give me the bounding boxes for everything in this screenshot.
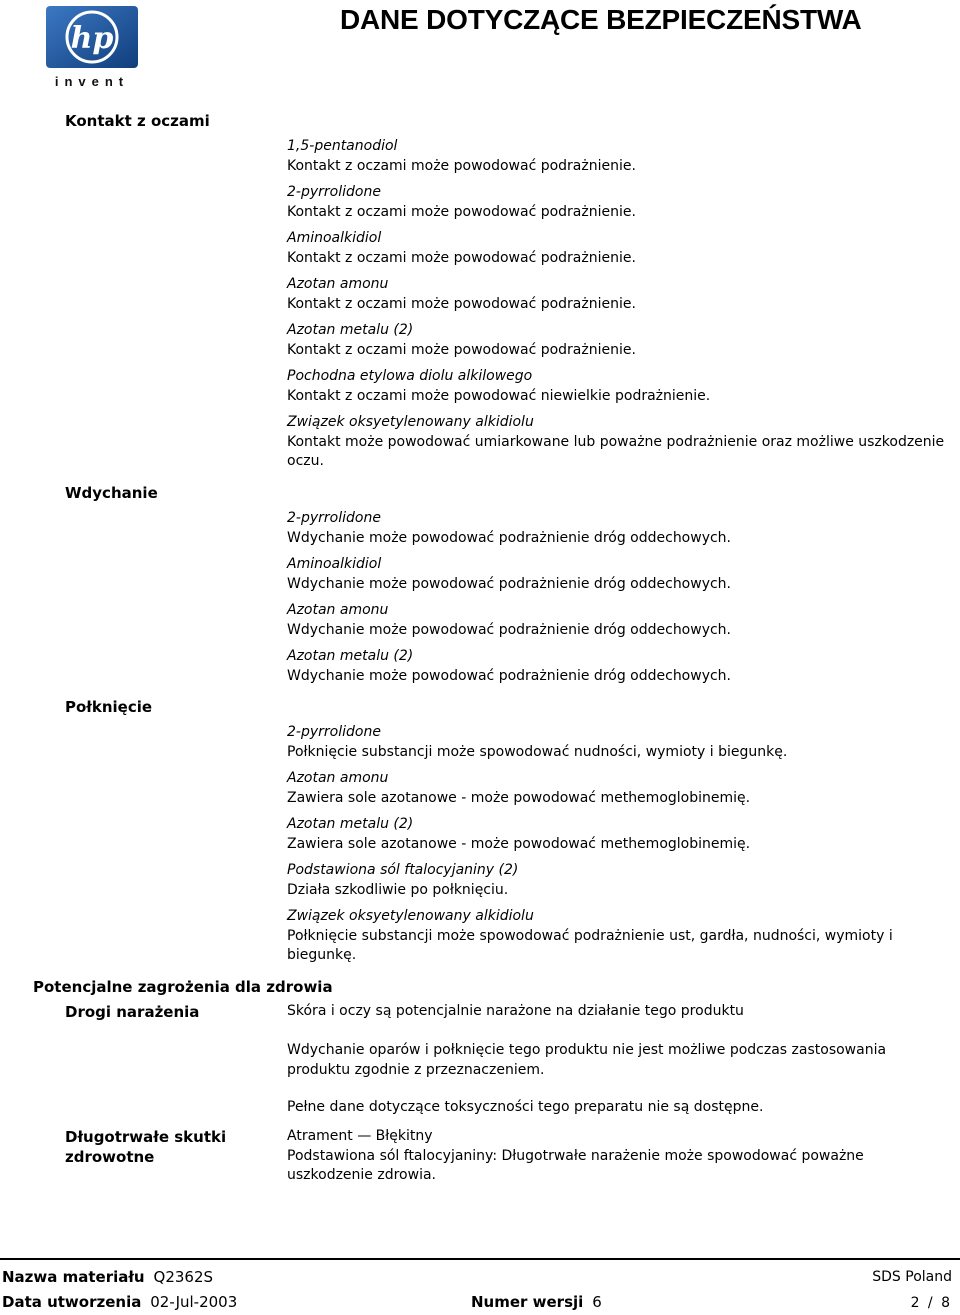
page-number: 2 / 8	[910, 1295, 952, 1311]
substance-name: Azotan amonu	[287, 602, 389, 618]
created-label: Data utworzenia	[2, 1293, 142, 1311]
inhalation-label: Wdychanie	[65, 484, 158, 502]
effect-text: Zawiera sole azotanowe - może powodować methemoglobinemię.	[287, 789, 751, 806]
effect-text: Połknięcie substancji może spowodować nudności, wymioty i biegunkę.	[287, 743, 788, 760]
effect-text: Kontakt z oczami może powodować podrażnienie.	[287, 341, 636, 358]
eye-entry-4	[287, 275, 952, 314]
version-label: Numer wersji	[471, 1293, 584, 1311]
effect-text: Kontakt z oczami może powodować podrażnienie.	[287, 249, 636, 266]
material-label: Nazwa materiału	[2, 1268, 145, 1286]
ingestion-entry-5	[287, 907, 952, 966]
effect-text: Wdychanie może powodować podrażnienie dróg oddechowych.	[287, 529, 732, 546]
substance-name: 1,5-pentanodiol	[287, 138, 398, 154]
chronic-effects-label: Długotrwałe skutki zdrowotne	[65, 1128, 227, 1166]
material-value: Q2362S	[153, 1268, 214, 1286]
substance-name: Azotan amonu	[287, 276, 389, 292]
inhalation-entry-4	[287, 647, 952, 686]
substance-name: Azotan amonu	[287, 770, 389, 786]
ingestion-entry-2	[287, 769, 952, 808]
ingestion-entry-3	[287, 815, 952, 854]
substance-name: Azotan metalu (2)	[287, 322, 414, 338]
eye-entry-7	[287, 413, 952, 472]
ingestion-entry-4	[287, 861, 952, 900]
effect-text: Połknięcie substancji może spowodować podrażnienie ust, gardła, nudności, wymioty i biegunkę.	[287, 927, 893, 963]
substance-name: Azotan metalu (2)	[287, 648, 414, 664]
inhalation-entry-3	[287, 601, 952, 640]
logo-tagline: invent	[54, 74, 130, 89]
effect-text: Wdychanie może powodować podrażnienie dróg oddechowych.	[287, 621, 732, 638]
substance-name: Pochodna etylowa diolu alkilowego	[287, 368, 533, 384]
effect-text: Kontakt z oczami może powodować niewielkie podrażnienie.	[287, 387, 711, 404]
eye-entry-5	[287, 321, 952, 360]
substance-name: 2-pyrrolidone	[287, 184, 381, 200]
effect-text: Kontakt z oczami może powodować podrażnienie.	[287, 203, 636, 220]
chronic-effects-line2: Podstawiona sól ftalocyjaniny: Długotrwałe narażenie może spowodować poważne uszkodzenie zdrowia.	[287, 1147, 864, 1183]
effect-text: Wdychanie może powodować podrażnienie dróg oddechowych.	[287, 667, 732, 684]
exposure-routes-text-3: Pełne dane dotyczące toksyczności tego preparatu nie są dostępne.	[287, 1099, 764, 1115]
substance-name: Aminoalkidiol	[287, 230, 382, 246]
inhalation-entry-2	[287, 555, 952, 594]
effect-text: Zawiera sole azotanowe - może powodować methemoglobinemię.	[287, 835, 751, 852]
creation-date	[2, 1293, 237, 1311]
substance-name: Azotan metalu (2)	[287, 816, 414, 832]
eye-entry-2	[287, 183, 952, 222]
sds-region: SDS Poland	[872, 1269, 952, 1285]
ingestion-entry-1	[287, 723, 952, 762]
chronic-effects-line1: Atrament — Błękitny	[287, 1128, 433, 1144]
created-value: 02-Jul-2003	[150, 1293, 238, 1311]
exposure-routes-text-1: Skóra i oczy są potencjalnie narażone na działanie tego produktu	[287, 1003, 744, 1019]
substance-name: Związek oksyetylenowany alkidiolu	[287, 414, 534, 430]
exposure-routes-text-2: Wdychanie oparów i połknięcie tego produktu nie jest możliwe podczas zastosowania produktu zgodnie z przeznaczeniem.	[287, 1042, 887, 1078]
section-heading: Potencjalne zagrożenia dla zdrowia	[33, 978, 333, 996]
version-value: 6	[592, 1293, 602, 1311]
substance-name: 2-pyrrolidone	[287, 510, 381, 526]
effect-text: Kontakt z oczami może powodować podrażnienie.	[287, 157, 636, 174]
substance-name: Związek oksyetylenowany alkidiolu	[287, 908, 534, 924]
inhalation-entry-1	[287, 509, 952, 548]
logo-text: hp	[70, 21, 114, 56]
effect-text: Wdychanie może powodować podrażnienie dróg oddechowych.	[287, 575, 732, 592]
exposure-routes-label: Drogi narażenia	[65, 1003, 200, 1021]
substance-name: 2-pyrrolidone	[287, 724, 381, 740]
eye-entry-6	[287, 367, 952, 406]
ingestion-label: Połknięcie	[65, 698, 153, 716]
substance-name: Podstawiona sól ftalocyjaniny (2)	[287, 862, 519, 878]
document-title: DANE DOTYCZĄCE BEZPIECZEŃSTWA	[340, 4, 862, 35]
version-number	[471, 1293, 602, 1311]
eye-contact-label: Kontakt z oczami	[65, 112, 210, 130]
effect-text: Kontakt może powodować umiarkowane lub poważne podrażnienie oraz możliwe uszkodzenie oczu.	[287, 433, 945, 469]
chronic-effects	[287, 1127, 952, 1186]
effect-text: Kontakt z oczami może powodować podrażnienie.	[287, 295, 636, 312]
footer-divider	[0, 1258, 960, 1260]
eye-entry-3	[287, 229, 952, 268]
eye-entry-1	[287, 137, 952, 176]
hp-logo	[44, 6, 140, 90]
material-name	[2, 1268, 213, 1286]
substance-name: Aminoalkidiol	[287, 556, 382, 572]
effect-text: Działa szkodliwie po połknięciu.	[287, 881, 509, 898]
